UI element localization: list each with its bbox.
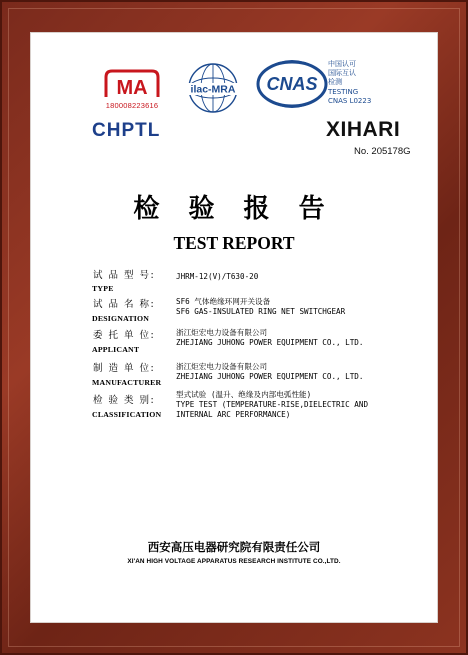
manufacturer-label-cn: 制 造 单 位:: [93, 363, 156, 374]
report-title-chinese: 检 验 报 告: [133, 194, 335, 224]
classification-label-cn: 检 验 类 别:: [93, 395, 156, 406]
type-label-cn: 试 品 型 号:: [93, 270, 156, 281]
cnas-logo: [256, 58, 328, 114]
ma-logo: [100, 67, 164, 105]
cnas-line: TESTING: [328, 87, 359, 96]
ilac-mra-logo: [178, 60, 248, 124]
designation-label-cn: 试 品 名 称:: [93, 299, 156, 310]
cnas-line: 检测: [328, 78, 342, 87]
certificate-paper: [30, 32, 438, 623]
designation-value: SF6 气体绝缘环网开关设备 SF6 GAS-INSULATED RING NET SWITCHGEAR: [176, 297, 346, 316]
cnas-line: 中国认可: [328, 60, 356, 68]
cnas-line: CNAS L0223: [328, 96, 372, 105]
issuer-name-english: XI'AN HIGH VOLTAGE APPARATUS RESEARCH INSTITUTE CO.,LTD.: [127, 558, 341, 565]
report-number: No. 205178G: [354, 146, 411, 157]
manufacturer-label-en: MANUFACTURER: [92, 378, 162, 387]
report-title-english: TEST REPORT: [173, 233, 295, 253]
classification-label-en: CLASSIFICATION: [92, 410, 162, 419]
applicant-label-en: APPLICANT: [92, 345, 140, 354]
issuer-name-chinese: 西安高压电器研究院有限责任公司: [147, 540, 321, 554]
manufacturer-value: 浙江炬宏电力设备有限公司 ZHEJIANG JUHONG POWER EQUIPMENT CO., LTD.: [176, 362, 364, 381]
type-value: JHRM-12(V)/T630-20: [176, 272, 259, 281]
ma-mark-text: MA: [116, 77, 148, 99]
type-label-en: TYPE: [92, 284, 114, 293]
applicant-value: 浙江炬宏电力设备有限公司 ZHEJIANG JUHONG POWER EQUIPMENT CO., LTD.: [176, 328, 364, 347]
ma-number: 180008223616: [105, 101, 159, 110]
cnas-line: 国际互认: [328, 69, 356, 78]
cnas-mark-text: CNAS: [266, 74, 318, 94]
chptl-logo-text: CHPTL: [92, 120, 161, 141]
cnas-accreditation-text: [328, 60, 371, 106]
classification-value: 型式试验 (温升、绝缘及内部电弧性能) TYPE TEST (TEMPERATURE-RISE,DIELECTRIC AND INTERNAL ARC PERFORMANCE): [176, 390, 369, 419]
applicant-label-cn: 委 托 单 位:: [93, 330, 156, 341]
designation-label-en: DESIGNATION: [92, 314, 150, 323]
ilac-mark-text: ilac-MRA: [190, 83, 236, 96]
xihari-logo-text: XIHARI: [326, 118, 401, 141]
